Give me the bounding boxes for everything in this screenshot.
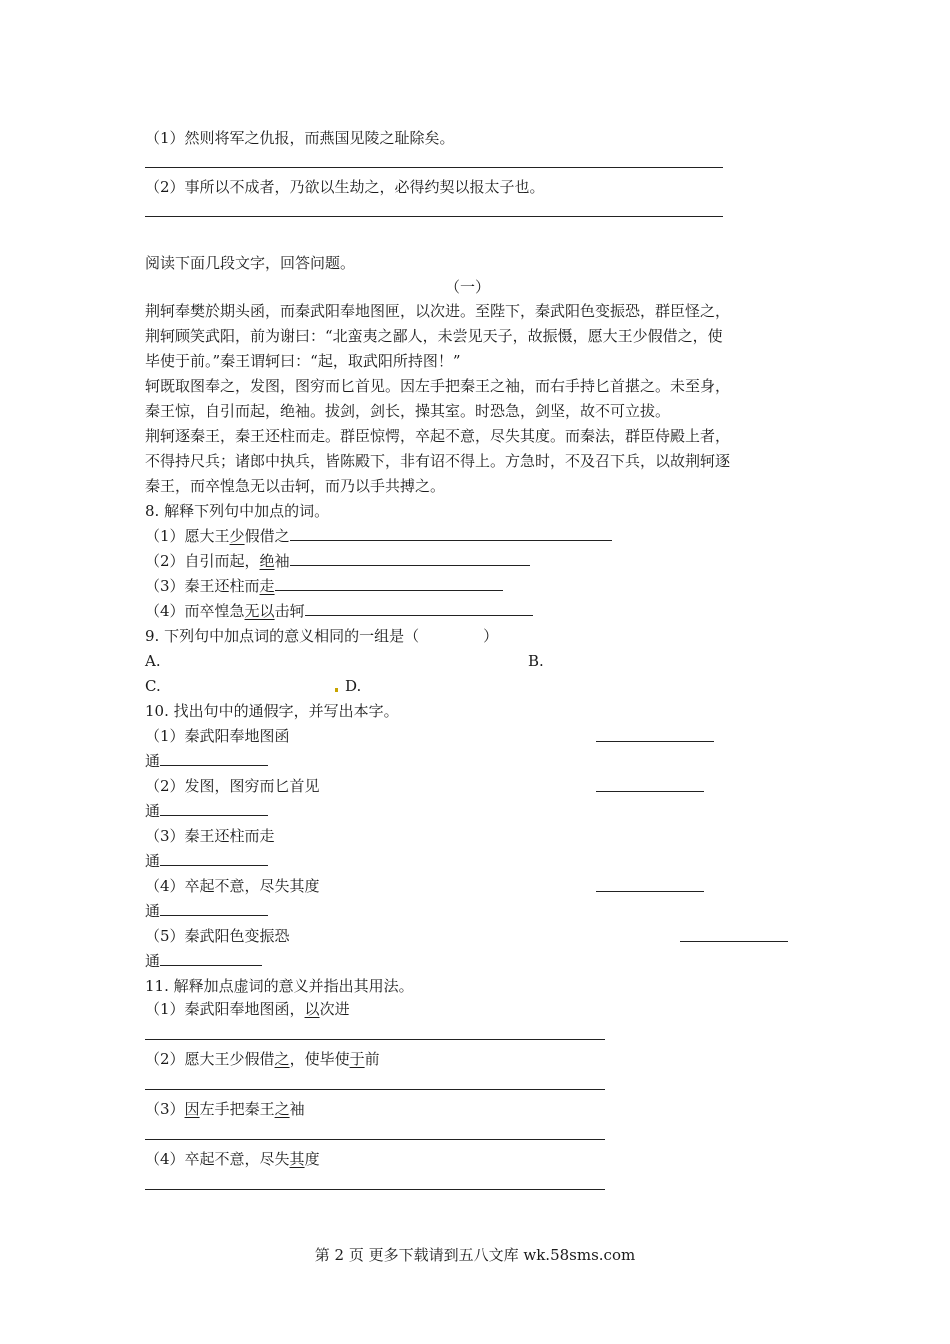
q11-item-text: （4）卒起不意，尽失 <box>145 1150 290 1168</box>
dotted-word: 绝 <box>259 552 275 570</box>
q10-item-1: （1）秦武阳奉地图函 <box>145 727 290 745</box>
q11-item-text: 次进 <box>319 1000 350 1018</box>
q9-option-c: C. <box>145 677 161 695</box>
q11-item-text: 度 <box>304 1150 320 1168</box>
q8-item-text: （4）而卒惶急 <box>145 602 245 620</box>
dotted-word: 走 <box>259 577 275 595</box>
q11-item-2 <box>145 1048 380 1070</box>
answer-line <box>145 167 723 168</box>
tong-label: 通 <box>145 802 161 820</box>
q11-item-text: （2）愿大王少假借 <box>145 1050 275 1068</box>
passage-line: 秦王惊，自引而起，绝袖。拔剑，剑长，操其室。时恐急，剑坚，故不可立拔。 <box>145 402 671 420</box>
marker-dot <box>335 688 338 692</box>
q10-item-4: （4）卒起不意，尽失其度 <box>145 877 320 895</box>
answer-blank[interactable] <box>160 800 268 816</box>
answer-blank[interactable] <box>160 950 262 966</box>
q11-item-text: 左手把秦王 <box>199 1100 275 1118</box>
passage-line: 荆轲奉樊於期头函，而秦武阳奉地图匣，以次进。至陛下，秦武阳色变振恐，群臣怪之， <box>145 302 731 320</box>
q10-item-3: （3）秦王还柱而走 <box>145 827 275 845</box>
page-footer: 第 2 页 更多下载请到五八文库 wk.58sms.com <box>314 1246 636 1264</box>
reading-intro: 阅读下面几段文字，回答问题。 <box>145 254 356 272</box>
answer-blank[interactable] <box>290 525 612 541</box>
section-title: （一） <box>445 278 491 296</box>
answer-blank[interactable] <box>290 550 530 566</box>
answer-blank[interactable] <box>596 891 704 892</box>
dotted-word: 因 <box>184 1100 200 1118</box>
q11-item-text: （3） <box>145 1100 185 1118</box>
answer-line[interactable] <box>145 1039 605 1040</box>
prev-question-1: （1）然则将军之仇报，而燕国见陵之耻除矣。 <box>145 129 455 147</box>
tong-label: 通 <box>145 752 161 770</box>
q8-item-4 <box>145 600 533 622</box>
dotted-word: 于 <box>349 1050 365 1068</box>
q8-item-text: （3）秦王还柱而 <box>145 577 260 595</box>
q11-item-4 <box>145 1148 320 1170</box>
q11-item-text: 袖 <box>289 1100 305 1118</box>
q9-paren: ） <box>483 627 499 645</box>
q8-item-text: 袖 <box>274 552 290 570</box>
answer-blank[interactable] <box>596 791 704 792</box>
passage-line: 秦王，而卒惶急无以击轲，而乃以手共搏之。 <box>145 477 446 495</box>
q10-tong-5 <box>145 950 262 972</box>
q8-title: 8. 解释下列句中加点的词。 <box>145 502 330 520</box>
answer-line <box>145 216 723 217</box>
dotted-word: 之 <box>274 1100 290 1118</box>
tong-label: 通 <box>145 952 161 970</box>
prev-question-2: （2）事所以不成者，乃欲以生劫之，必得约契以报太子也。 <box>145 178 545 196</box>
dotted-word: 少 <box>229 527 245 545</box>
passage-line: 不得持尺兵；诸郎中执兵，皆陈殿下，非有诏不得上。方急时，不及召下兵，以故荆轲逐 <box>145 452 731 470</box>
q8-item-3 <box>145 575 503 597</box>
q9-title-text: 9. 下列句中加点词的意义相同的一组是（ <box>145 627 420 645</box>
passage-line: 荆轲顾笑武阳，前为谢曰：“北蛮夷之鄙人，未尝见天子，故振慑，愿大王少假借之，使 <box>145 327 723 345</box>
passage-line: 轲既取图奉之，发图，图穷而匕首见。因左手把秦王之袖，而右手持匕首揕之。未至身， <box>145 377 731 395</box>
passage-line: 毕使于前。”秦王谓轲曰：“起，取武阳所持图！” <box>145 352 461 370</box>
answer-blank[interactable] <box>160 850 268 866</box>
answer-blank[interactable] <box>160 750 268 766</box>
tong-label: 通 <box>145 852 161 870</box>
q8-item-text: 击轲 <box>274 602 305 620</box>
answer-line[interactable] <box>145 1089 605 1090</box>
q10-item-5: （5）秦武阳色变振恐 <box>145 927 290 945</box>
q11-item-text: ，使毕使 <box>289 1050 350 1068</box>
dotted-word: 以 <box>304 1000 320 1018</box>
q11-title: 11. 解释加点虚词的意义并指出其用法。 <box>145 977 414 995</box>
passage-line: 荆轲逐秦王，秦王还柱而走。群臣惊愕，卒起不意，尽失其度。而秦法，群臣侍殿上者， <box>145 427 731 445</box>
q9-title <box>145 625 498 647</box>
q11-item-text: 前 <box>364 1050 380 1068</box>
q11-item-3 <box>145 1098 305 1120</box>
q8-item-text: 假借之 <box>244 527 290 545</box>
q10-tong-2 <box>145 800 268 822</box>
answer-blank[interactable] <box>596 741 714 742</box>
q10-title: 10. 找出句中的通假字，并写出本字。 <box>145 702 399 720</box>
q10-tong-3 <box>145 850 268 872</box>
tong-label: 通 <box>145 902 161 920</box>
q9-option-b: B. <box>528 652 544 670</box>
q8-item-text: （1）愿大王 <box>145 527 230 545</box>
answer-blank[interactable] <box>305 600 533 616</box>
q8-item-text: （2）自引而起， <box>145 552 260 570</box>
q8-item-2 <box>145 550 530 572</box>
q10-item-2: （2）发图，图穷而匕首见 <box>145 777 320 795</box>
q9-option-a: A. <box>145 652 161 670</box>
dotted-word: 之 <box>274 1050 290 1068</box>
dotted-word: 无以 <box>244 602 275 620</box>
answer-line[interactable] <box>145 1189 605 1190</box>
q11-item-1 <box>145 998 350 1020</box>
answer-blank[interactable] <box>680 941 788 942</box>
q10-tong-4 <box>145 900 268 922</box>
q10-tong-1 <box>145 750 268 772</box>
q8-item-1 <box>145 525 612 547</box>
dotted-word: 其 <box>289 1150 305 1168</box>
answer-blank[interactable] <box>275 575 503 591</box>
q9-option-d: D. <box>345 677 362 695</box>
answer-line[interactable] <box>145 1139 605 1140</box>
q11-item-text: （1）秦武阳奉地图函， <box>145 1000 305 1018</box>
answer-blank[interactable] <box>160 900 268 916</box>
